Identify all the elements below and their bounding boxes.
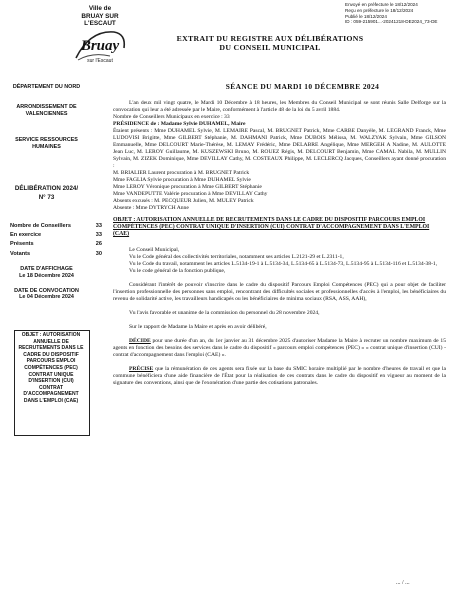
- stamp-line: ID : 059-215901...-20241218-DE2024_73-DE: [345, 19, 438, 25]
- affichage-date: Le 18 Décembre 2024: [19, 272, 74, 279]
- count-value: 26: [95, 241, 102, 248]
- department-label: DÉPARTEMENT DU NORD: [12, 84, 81, 90]
- count-row: [10, 240, 102, 249]
- absent-line: Absente : Mme DYTRYCH Anne: [113, 205, 189, 211]
- count-value: 33: [95, 232, 102, 239]
- title-line-2: DU CONSEIL MUNICIPAL: [219, 43, 321, 53]
- stamp-line: Publié le 18/12/2024: [345, 13, 387, 19]
- logo-subtext: sur l'Escaut: [87, 58, 113, 64]
- decide-text: pour une durée d'un an, du 1er janvier au 31 décembre 2025 d'autoriser Madame la Maire à recruter un nombre maximum de 15 agents en fonction des besoins des services dans le cadre du dispositif « parcours emploi compétences (PEC) » « contrat unique d'insertion (CUI) - contrat d'accompagnement dans l'emploi (CAE) ».: [113, 337, 446, 358]
- count-label: Présents: [10, 241, 34, 248]
- rapport-line: Sur le rapport de Madame la Maire et après en avoir délibéré,: [129, 323, 267, 330]
- precise-paragraph: [113, 366, 446, 387]
- count-row: [10, 250, 102, 259]
- count-value: 33: [95, 223, 102, 229]
- prefecture-stamp: [345, 2, 445, 25]
- title-line-1: EXTRAIT DU REGISTRE AUX DÉLIBÉRATIONS: [176, 34, 364, 43]
- intro-paragraph: L'an deux mil vingt quatre, le Mardi 10 Décembre à 18 heures, les Membres du Conseil Municipal se sont réunis Salle Delforge sur la convocation qui leur a été adressée par le Maire, conformément à l'article 48 de la loi du 5 avril 1884.: [113, 100, 446, 113]
- council-counts: [10, 222, 102, 259]
- count-row: [10, 222, 102, 231]
- count-label: Votants: [10, 250, 31, 257]
- decide-label: DÉCIDE: [129, 337, 151, 344]
- deliberation-label: DÉLIBÉRATION 2024/: [14, 185, 79, 192]
- stamp-line: Envoyé en préfecture le 18/12/2024: [345, 2, 418, 7]
- city-line-1: Ville de: [88, 5, 112, 12]
- deliberation-number: [4, 185, 89, 202]
- legal-basis-fonction-publique: Vu le code général de la fonction publique,: [129, 267, 226, 274]
- stamp-line: Reçu en préfecture le 18/12/2024: [345, 7, 414, 13]
- commission-opinion: Vu l'avis favorable et unanime de la commission du personnel du 28 novembre 2024,: [129, 309, 320, 316]
- dates-block: [4, 266, 89, 309]
- object-heading: OBJET : AUTORISATION ANNUELLE DE RECRUTEMENTS DANS LE CADRE DU DISPOSITIF PARCOURS EMPLOI COMPÉTENCES (PEC) CONTRAT UNIQUE D'INSERTION (CUI) CONTRAT D'ACCOMPAGNEMENT DANS L'EMPLOI (CAE): [113, 217, 430, 238]
- page-continuation: ... / ...: [396, 580, 410, 586]
- city-line-2: BRUAY SUR L'ESCAUT: [81, 12, 119, 28]
- count-label: Nombre de Conseillers: [10, 223, 71, 229]
- precise-text: que la rémunération de ces agents sera fixée sur la base du SMIC horaire multiplié par le nombre d'heures de travail et que la commune bénéficiera d'une aide financière de l'État pour la réalisation de ces contrats dans le cadre du dispositif en vigueur au moment de la signature des conventions, ainsi que de l'exonération d'une partie des cotisations patronales.: [113, 365, 446, 386]
- proxy-line: Mme LEROY Véronique procuration à Mme GILBERT Stéphanie: [113, 184, 262, 190]
- precise-label: PRÉCISE: [129, 365, 154, 372]
- service-label: SERVICE RESSOURCES HUMAINES: [15, 137, 78, 151]
- deliberation-body: [113, 82, 446, 387]
- proxy-line: Mme FAGLIA Sylvie procuration à Mme DUHAMEL Sylvie: [113, 177, 251, 183]
- decide-paragraph: [113, 338, 446, 359]
- session-heading: SÉANCE DU MARDI 10 DÉCEMBRE 2024: [225, 82, 380, 91]
- present-members: Étaient présents : Mme DUHAMEL Sylvie, M. LEMAIRE Pascal, M. BRUGNET Patrick, Mme CARBE Danyèle, M. LEGRAND Franck, Mme LUDOVISI Brigitte, Mme GILBERT Stéphanie, M. DAHMANI Patrick, Mme DUBOIS Mélissa, M. WALZYAK Sylvain, Mme GILSON Emmanuelle, Mme DELCOURT Marie-Thérèse, M. LEMAY Frédéric, Mme DELABRE Angélique, Mme MERGEH A Nadine, M. AULOTTE Jean Luc, M. LEROY Guillaume, M. KUSZEWSKI Bruno, M. ROUEZ Régis, M. DELCOURT Benjamin, Mme CAMAL Nabila, M. MULLIN Sylvain, M. ZIZEK Dominique, Mme DEVILLAY Cathy, M. COSTEAUX Philippe, M. LECLERCQ Jacques, Conseillers ayant donné procuration :: [113, 128, 446, 169]
- count-value: 30: [95, 250, 102, 257]
- considerant-paragraph: Considérant l'intérêt de pouvoir s'inscrire dans le cadre du dispositif Parcours Emploi Compétences (PEC) qui a pour objet de faciliter l'insertion professionnelle des personnes sans emploi, rencontrant des difficultés sociales et professionnelles d'accès à l'emploi, les bénéficiaires du revenu de solidarité active, les travailleurs handicapés ou les bénéficiaires de minima sociaux (RSA, ASS, AAH),: [113, 281, 446, 302]
- object-box-text: OBJET : AUTORISATION ANNUELLE DE RECRUTEMENTS DANS LE CADRE DU DISPOSITIF PARCOURS EMPLOI COMPÉTENCES (PEC) CONTRAT UNIQUE D'INSERTION (CUI) CONTRAT D'ACCOMPAGNEMENT DANS L'EMPLOI (CAE): [18, 332, 84, 404]
- document-title: [150, 34, 390, 53]
- count-label: En exercice: [10, 232, 42, 239]
- count-row: [10, 231, 102, 240]
- council-line: Le Conseil Municipal,: [129, 246, 180, 253]
- legal-basis-cgct: Vu le Code général des collectivités territoriales, notamment ses articles L.2121-29 et L.2311-1,: [129, 253, 344, 260]
- city-logo: [70, 22, 130, 68]
- proxy-line: M. BRIALIER Laurent procuration à M. BRUGNET Patrick: [113, 170, 250, 176]
- arrondissement-label: ARRONDISSEMENT DE VALENCIENNES: [16, 104, 77, 118]
- council-count-line: Nombre de Conseillers Municipaux en exercice : 33: [113, 114, 230, 120]
- excused-absents: Absents excusés : M. PECQUEUR Julien, M. MULEY Patrick: [113, 198, 254, 204]
- legal-basis-travail: Vu le Code du travail, notamment les articles L.5134-19-1 à L.5134-34, L.5134-65 à L.5134-73, L.5134-95 à L.5134-116 et L.5134-38-1,: [129, 260, 438, 267]
- convocation-date: Le 04 Décembre 2024: [19, 294, 74, 301]
- deliberation-no: N° 73: [38, 193, 55, 201]
- presidency-line: PRÉSIDENCE de : Madame Sylvie DUHAMEL, Maire: [113, 121, 246, 127]
- proxy-line: Mme VANDEPUTTE Valérie procuration à Mme DEVILLAY Cathy: [113, 191, 268, 197]
- affichage-label: DATE D'AFFICHAGE: [20, 266, 73, 272]
- convocation-label: DATE DE CONVOCATION: [14, 287, 79, 294]
- logo-text: Bruay: [80, 38, 120, 54]
